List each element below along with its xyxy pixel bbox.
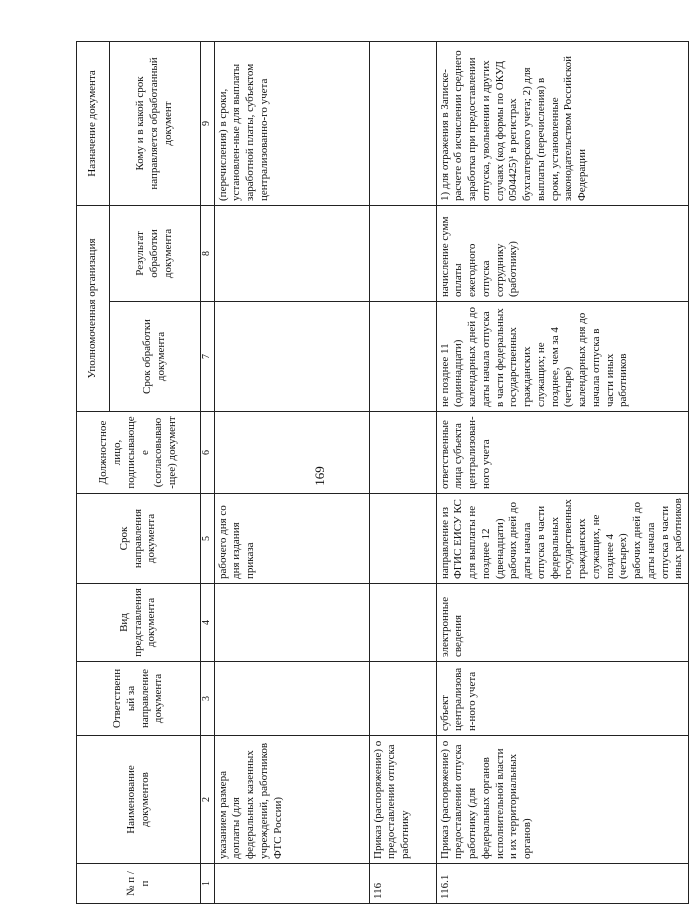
row-form: электронные сведения [436, 584, 689, 662]
row-num: 116 [369, 864, 436, 904]
column-number: 3 [201, 662, 215, 736]
header-recipient: Кому и в какой срок направляется обработанный документ [110, 41, 201, 205]
header-result: Результат обработки документа [110, 205, 201, 301]
row-deadline: направление из ФГИС ЕИСУ КС для выплаты не позднее 12 (двенадцати) рабочих дней до даты начала отпуска в части федеральных государственных гражданских служащих, не позднее 4 (четырех) рабочих дней до даты начала отпуска в части иных работников [436, 494, 689, 584]
row-deadline [369, 494, 436, 584]
header-num: № п / п [77, 864, 201, 904]
table-row [214, 41, 369, 903]
column-number: 6 [201, 412, 215, 494]
column-number: 4 [201, 584, 215, 662]
row-deadline: рабочего дня со дня издания приказа [214, 494, 369, 584]
header-group-org: Уполномоченная организация [77, 205, 110, 411]
row-signer [214, 412, 369, 494]
row-recipient [369, 41, 436, 205]
row-result [369, 205, 436, 301]
row-recipient: 1) для отражения в Записке-расчете об исчислении среднего заработка при предоставлении отпуска, увольнении и других случаях (код формы по ОКУД 0504425)¹ в регистрах бухгалтерского учета; 2) для выплаты (перечисления) в сроки, установленные законодательством Российской Федерации [436, 41, 689, 205]
row-processing-deadline: не позднее 11 (одиннадцати) календарных дней до даты начала отпуска в части федеральных государственных гражданских служащих; не позднее, чем за 4 (четыре) календарных дня до начала отпуска в части иных работников [436, 302, 689, 412]
row-num [214, 864, 369, 904]
row-name: Приказ (распоряжение) о предоставлении отпуска работнику [369, 736, 436, 864]
page-number: 169 [312, 466, 327, 486]
header-form: Вид представления документа [77, 584, 201, 662]
header-row-1 [77, 41, 110, 903]
column-number: 9 [201, 41, 215, 205]
table-row [369, 41, 436, 903]
row-name: Приказ (распоряжение) о предоставлении отпуска работнику (для федеральных органов исполнительной власти и их территориальных органов) [436, 736, 689, 864]
column-number: 8 [201, 205, 215, 301]
column-number: 5 [201, 494, 215, 584]
documents-table [76, 41, 689, 904]
row-form [369, 584, 436, 662]
row-signer: ответственные лица субъекта централизован-ного учета [436, 412, 689, 494]
row-signer [369, 412, 436, 494]
row-recipient: (перечисления) в сроки, установлен-ные для выплаты заработной платы, субъектом централизованно-го учета [214, 41, 369, 205]
header-signer: Должностное лицо, подписывающее (согласовываю-щее) документ [77, 412, 201, 494]
column-number: 7 [201, 302, 215, 412]
table-row [436, 41, 689, 903]
row-form [214, 584, 369, 662]
row-responsible [214, 662, 369, 736]
header-name: Наименование документов [77, 736, 201, 864]
header-group-purpose: Назначение документа [77, 41, 110, 205]
column-number: 1 [201, 864, 215, 904]
row-processing-deadline [214, 302, 369, 412]
row-processing-deadline [369, 302, 436, 412]
header-processing-deadline: Срок обработки документа [110, 302, 201, 412]
row-responsible [369, 662, 436, 736]
row-result: начисление сумм оплаты ежегодного отпуска сотруднику (работнику) [436, 205, 689, 301]
rotated-page [76, 42, 685, 904]
row-name: указанием размера доплаты (для федеральных казенных учреждений, работников ФТС России) [214, 736, 369, 864]
column-number: 2 [201, 736, 215, 864]
row-num: 116.1 [436, 864, 689, 904]
header-responsible: Ответственный за направление документа [77, 662, 201, 736]
column-numbers-row [201, 41, 215, 903]
header-deadline: Срок направления документа [77, 494, 201, 584]
row-responsible: субъект централизован-ного учета [436, 662, 689, 736]
row-result [214, 205, 369, 301]
